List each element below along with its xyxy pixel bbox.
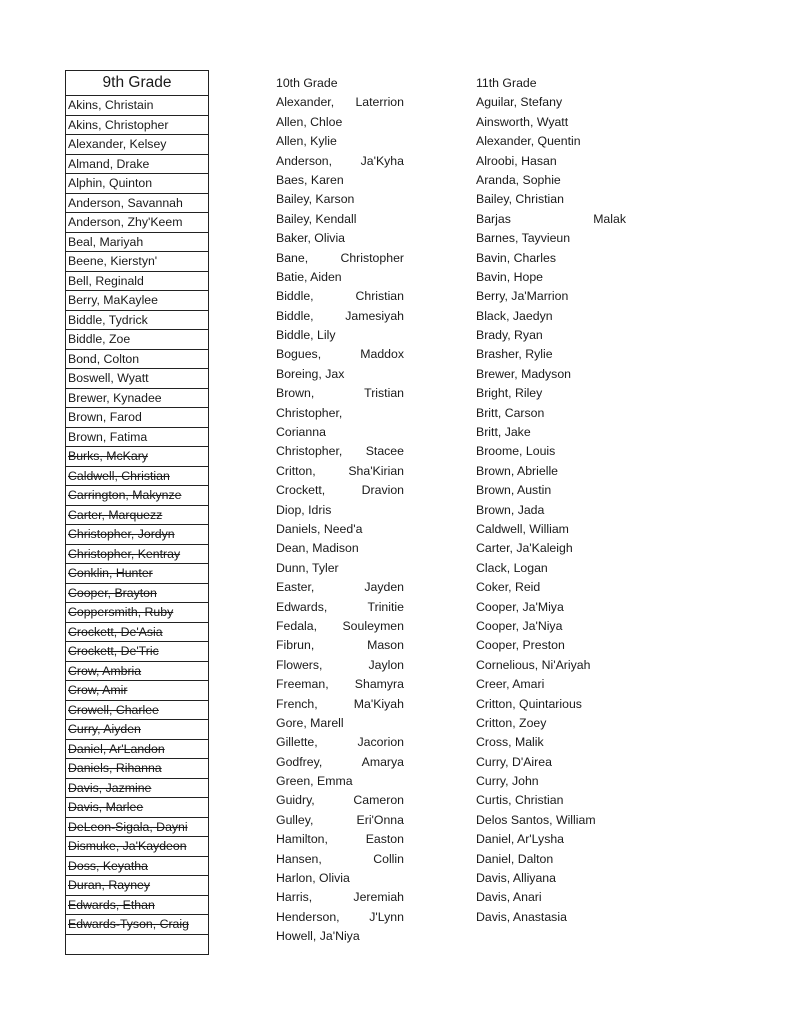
grade9-row: Crockett, De'Asia bbox=[66, 623, 208, 643]
grade9-row: Crow, Amir bbox=[66, 681, 208, 701]
grade11-last: Barjas bbox=[476, 211, 511, 226]
grade9-row: DeLeon-Sigala, Dayni bbox=[66, 818, 208, 838]
grade9-row: Crow, Ambria bbox=[66, 662, 208, 682]
grade10-first: Christopher bbox=[340, 250, 404, 265]
grade9-row: Anderson, Savannah bbox=[66, 194, 208, 214]
grade11-row bbox=[476, 210, 626, 229]
grade10-row bbox=[276, 132, 404, 151]
grade10-first: Shamyra bbox=[354, 677, 404, 692]
grade10-row bbox=[276, 113, 404, 132]
grade11-last: Cooper, Ja'Niya bbox=[476, 618, 563, 633]
grade11-row bbox=[476, 229, 626, 248]
grade11-last: Cornelious, Ni'Ariyah bbox=[476, 657, 591, 672]
grade10-last: Diop, Idris bbox=[276, 502, 332, 517]
grade11-last: Daniel, Ar'Lysha bbox=[476, 832, 565, 847]
grade11-row bbox=[476, 93, 626, 112]
grade11-last: Cooper, Preston bbox=[476, 638, 565, 653]
grade9-row: Edwards, Ethan bbox=[66, 896, 208, 916]
grade9-row: Anderson, Zhy'Keem bbox=[66, 213, 208, 233]
grade9-table bbox=[65, 70, 209, 955]
grade11-row bbox=[476, 850, 626, 869]
grade10-last: Corianna bbox=[276, 425, 326, 440]
grade10-last: Godfrey, bbox=[276, 754, 323, 769]
grade9-row: Crockett, De'Tric bbox=[66, 642, 208, 662]
grade10-first: Ja'Kyha bbox=[360, 153, 404, 168]
grade10-row bbox=[276, 404, 404, 423]
grade10-row bbox=[276, 888, 404, 907]
grade10-last: Green, Emma bbox=[276, 774, 353, 789]
grade10-last: Allen, Chloe bbox=[276, 114, 343, 129]
grade10-row bbox=[276, 695, 404, 714]
grade11-row bbox=[476, 152, 626, 171]
grade11-row bbox=[476, 695, 626, 714]
grade11-last: Brown, Abrielle bbox=[476, 463, 559, 478]
grade10-row bbox=[276, 850, 404, 869]
grade10-last: Anderson, bbox=[276, 153, 333, 168]
grade10-row bbox=[276, 791, 404, 810]
grade10-row bbox=[276, 423, 404, 442]
grade9-row: Davis, Jazmine bbox=[66, 779, 208, 799]
grade11-last: Britt, Carson bbox=[476, 405, 545, 420]
grade10-first: Stacee bbox=[365, 444, 404, 459]
grade10-last: Gillette, bbox=[276, 735, 318, 750]
grade11-row bbox=[476, 772, 626, 791]
grade10-last: Brown, bbox=[276, 386, 315, 401]
grade9-row: Brewer, Kynadee bbox=[66, 389, 208, 409]
grade10-row bbox=[276, 326, 404, 345]
grade11-row bbox=[476, 753, 626, 772]
grade10-first: Eri'Onna bbox=[356, 812, 404, 827]
grade11-last: Davis, Alliyana bbox=[476, 871, 556, 886]
grade11-row bbox=[476, 171, 626, 190]
grade10-row bbox=[276, 229, 404, 248]
grade11-row bbox=[476, 462, 626, 481]
grade9-row: Brown, Farod bbox=[66, 408, 208, 428]
grade11-last: Critton, Zoey bbox=[476, 715, 547, 730]
grade11-last: Brady, Ryan bbox=[476, 328, 543, 343]
grade10-first: Jaylon bbox=[368, 657, 404, 672]
grade9-row: Davis, Marlee bbox=[66, 798, 208, 818]
grade9-row: Daniel, Ar'Landon bbox=[66, 740, 208, 760]
grade11-last: Creer, Amari bbox=[476, 677, 545, 692]
grade10-first: Trinitie bbox=[367, 599, 404, 614]
grade11-last: Brasher, Rylie bbox=[476, 347, 553, 362]
grade10-last: Biddle, bbox=[276, 308, 314, 323]
grade11-row bbox=[476, 539, 626, 558]
grade10-row bbox=[276, 481, 404, 500]
grade11-last: Delos Santos, William bbox=[476, 812, 596, 827]
grade10-row bbox=[276, 559, 404, 578]
grade11-last: Barnes, Tayvieun bbox=[476, 231, 571, 246]
grade9-row: Edwards-Tyson, Craig bbox=[66, 915, 208, 935]
grade10-row bbox=[276, 714, 404, 733]
grade10-row bbox=[276, 675, 404, 694]
grade9-row: Bond, Colton bbox=[66, 350, 208, 370]
grade11-row bbox=[476, 501, 626, 520]
grade11-row bbox=[476, 307, 626, 326]
grade10-first: J'Lynn bbox=[369, 909, 404, 924]
grade10-row bbox=[276, 365, 404, 384]
grade9-row: Doss, Keyatha bbox=[66, 857, 208, 877]
grade10-last: Freeman, bbox=[276, 677, 329, 692]
grade10-row bbox=[276, 249, 404, 268]
grade10-last: Hamilton, bbox=[276, 832, 328, 847]
grade11-last: Bavin, Hope bbox=[476, 269, 543, 284]
grade11-row bbox=[476, 365, 626, 384]
grade11-row bbox=[476, 132, 626, 151]
grade11-last: Alroobi, Hasan bbox=[476, 153, 557, 168]
grade11-last: Curtis, Christian bbox=[476, 793, 564, 808]
grade10-row bbox=[276, 753, 404, 772]
grade11-last: Critton, Quintarious bbox=[476, 696, 582, 711]
grade10-last: Gulley, bbox=[276, 812, 314, 827]
grade11-last: Davis, Anastasia bbox=[476, 909, 567, 924]
grade9-row: Christopher, Jordyn bbox=[66, 525, 208, 545]
grade10-rows bbox=[276, 93, 404, 946]
grade10-row bbox=[276, 598, 404, 617]
grade11-last: Cooper, Ja'Miya bbox=[476, 599, 564, 614]
grade10-first: Jamesiyah bbox=[345, 308, 404, 323]
grade10-row bbox=[276, 520, 404, 539]
grade11-first: Malak bbox=[593, 211, 626, 226]
grade10-last: Dunn, Tyler bbox=[276, 560, 339, 575]
grade10-last: Allen, Kylie bbox=[276, 134, 337, 149]
grade11-row bbox=[476, 714, 626, 733]
grade10-row bbox=[276, 617, 404, 636]
grade11-last: Carter, Ja'Kaleigh bbox=[476, 541, 573, 556]
grade11-last: Caldwell, William bbox=[476, 521, 569, 536]
grade9-row: Biddle, Zoe bbox=[66, 330, 208, 350]
grade10-last: Guidry, bbox=[276, 793, 315, 808]
grade11-last: Brewer, Madyson bbox=[476, 366, 572, 381]
grade10-row bbox=[276, 442, 404, 461]
grade10-first: Ma'Kiyah bbox=[353, 696, 404, 711]
grade9-row: Akins, Christopher bbox=[66, 116, 208, 136]
grade10-first: Souleymen bbox=[342, 618, 404, 633]
grade9-row: Cooper, Brayton bbox=[66, 584, 208, 604]
grade10-last: Harris, bbox=[276, 890, 313, 905]
grade11-title: 11th Grade bbox=[476, 76, 537, 90]
grade9-empty-row bbox=[66, 935, 208, 955]
grade10-last: Bane, bbox=[276, 250, 309, 265]
grade11-last: Aguilar, Stefany bbox=[476, 95, 563, 110]
grade10-first: Jeremiah bbox=[353, 890, 404, 905]
grade11-row bbox=[476, 326, 626, 345]
grade10-last: Baker, Olivia bbox=[276, 231, 346, 246]
grade11-column bbox=[476, 74, 626, 927]
grade9-row: Alexander, Kelsey bbox=[66, 135, 208, 155]
grade10-last: Fibrun, bbox=[276, 638, 315, 653]
grade10-first: Easton bbox=[365, 832, 404, 847]
grade11-row bbox=[476, 423, 626, 442]
grade11-row bbox=[476, 656, 626, 675]
grade11-last: Curry, John bbox=[476, 774, 539, 789]
grade9-row: Conklin, Hunter bbox=[66, 564, 208, 584]
grade10-first: Jayden bbox=[364, 580, 404, 595]
grade11-row bbox=[476, 559, 626, 578]
grade11-row bbox=[476, 733, 626, 752]
grade11-row bbox=[476, 636, 626, 655]
grade10-last: Biddle, bbox=[276, 289, 314, 304]
grade11-row bbox=[476, 520, 626, 539]
grade9-row: Biddle, Tydrick bbox=[66, 311, 208, 331]
grade11-row bbox=[476, 113, 626, 132]
grade11-last: Daniel, Dalton bbox=[476, 851, 554, 866]
grade10-row bbox=[276, 539, 404, 558]
grade9-row: Berry, MaKaylee bbox=[66, 291, 208, 311]
grade10-first: Amarya bbox=[361, 754, 404, 769]
grade11-row bbox=[476, 345, 626, 364]
grade11-last: Berry, Ja'Marrion bbox=[476, 289, 569, 304]
grade11-last: Ainsworth, Wyatt bbox=[476, 114, 569, 129]
grade11-last: Brown, Jada bbox=[476, 502, 545, 517]
grade9-row: Burks, McKary bbox=[66, 447, 208, 467]
grade10-last: Harlon, Olivia bbox=[276, 871, 350, 886]
grade11-row bbox=[476, 791, 626, 810]
grade10-last: Crockett, bbox=[276, 483, 326, 498]
grade9-row: Coppersmith, Ruby bbox=[66, 603, 208, 623]
grade11-last: Brown, Austin bbox=[476, 483, 552, 498]
grade11-row bbox=[476, 598, 626, 617]
grade9-row: Bell, Reginald bbox=[66, 272, 208, 292]
grade11-row bbox=[476, 249, 626, 268]
grade10-last: Henderson, bbox=[276, 909, 340, 924]
grade11-row bbox=[476, 481, 626, 500]
grade10-first: Christian bbox=[355, 289, 404, 304]
grade10-first: Mason bbox=[367, 638, 404, 653]
grade10-first: Maddox bbox=[360, 347, 404, 362]
grade11-last: Cross, Malik bbox=[476, 735, 544, 750]
grade10-row bbox=[276, 307, 404, 326]
grade10-last: Hansen, bbox=[276, 851, 322, 866]
grade10-last: Batie, Aiden bbox=[276, 269, 342, 284]
grade11-row bbox=[476, 830, 626, 849]
grade10-row bbox=[276, 733, 404, 752]
grade10-title: 10th Grade bbox=[276, 76, 338, 90]
grade10-first: Jacorion bbox=[357, 735, 404, 750]
grade9-row: Brown, Fatima bbox=[66, 428, 208, 448]
grade11-row bbox=[476, 675, 626, 694]
grade10-last: Christopher, bbox=[276, 405, 343, 420]
grade11-rows bbox=[476, 93, 626, 927]
grade10-row bbox=[276, 171, 404, 190]
grade10-row bbox=[276, 268, 404, 287]
grade9-rows bbox=[66, 96, 208, 935]
grade11-row bbox=[476, 869, 626, 888]
grade10-row bbox=[276, 287, 404, 306]
grade10-last: French, bbox=[276, 696, 318, 711]
grade11-row bbox=[476, 888, 626, 907]
grade10-row bbox=[276, 384, 404, 403]
grade10-last: Christopher, bbox=[276, 444, 343, 459]
grade10-last: Dean, Madison bbox=[276, 541, 359, 556]
grade9-row: Akins, Christain bbox=[66, 96, 208, 116]
grade10-row bbox=[276, 152, 404, 171]
grade10-last: Fedala, bbox=[276, 618, 318, 633]
grade11-last: Britt, Jake bbox=[476, 425, 531, 440]
grade11-last: Bavin, Charles bbox=[476, 250, 556, 265]
grade9-row: Daniels, Rihanna bbox=[66, 759, 208, 779]
grade10-row bbox=[276, 190, 404, 209]
grade10-row bbox=[276, 830, 404, 849]
grade10-row bbox=[276, 210, 404, 229]
grade9-row: Curry, Aiyden bbox=[66, 720, 208, 740]
grade10-row bbox=[276, 811, 404, 830]
grade10-first: Collin bbox=[373, 851, 404, 866]
grade10-first: Tristian bbox=[364, 386, 404, 401]
grade10-first: Sha'Kirian bbox=[348, 463, 404, 478]
grade11-row bbox=[476, 908, 626, 927]
grade11-last: Black, Jaedyn bbox=[476, 308, 553, 323]
grade9-row: Alphin, Quinton bbox=[66, 174, 208, 194]
grade9-row: Boswell, Wyatt bbox=[66, 369, 208, 389]
grade11-row bbox=[476, 384, 626, 403]
grade10-last: Biddle, Lily bbox=[276, 328, 336, 343]
grade10-last: Easter, bbox=[276, 580, 315, 595]
grade9-row: Duran, Rayney bbox=[66, 876, 208, 896]
grade10-last: Bailey, Kendall bbox=[276, 211, 357, 226]
grade10-row bbox=[276, 908, 404, 927]
grade10-last: Boreing, Jax bbox=[276, 366, 345, 381]
grade11-last: Curry, D'Airea bbox=[476, 754, 552, 769]
grade11-row bbox=[476, 617, 626, 636]
grade9-row: Caldwell, Christian bbox=[66, 467, 208, 487]
grade11-row bbox=[476, 190, 626, 209]
grade10-first: Laterrion bbox=[355, 95, 404, 110]
grade9-title: 9th Grade bbox=[66, 70, 208, 96]
grade10-last: Flowers, bbox=[276, 657, 323, 672]
grade11-last: Aranda, Sophie bbox=[476, 172, 561, 187]
grade10-row bbox=[276, 636, 404, 655]
grade10-row bbox=[276, 93, 404, 112]
grade10-last: Baes, Karen bbox=[276, 172, 344, 187]
grade11-row bbox=[476, 404, 626, 423]
grade10-column bbox=[276, 74, 404, 947]
grade10-last: Gore, Marell bbox=[276, 715, 344, 730]
grade10-last: Bailey, Karson bbox=[276, 192, 355, 207]
grade9-row: Carter, Marquezz bbox=[66, 506, 208, 526]
grade11-row bbox=[476, 268, 626, 287]
grade9-row: Almand, Drake bbox=[66, 155, 208, 175]
grade10-last: Alexander, bbox=[276, 95, 335, 110]
grade9-row: Beal, Mariyah bbox=[66, 233, 208, 253]
grade11-last: Alexander, Quentin bbox=[476, 134, 581, 149]
grade10-row bbox=[276, 772, 404, 791]
grade10-row bbox=[276, 501, 404, 520]
grade10-row bbox=[276, 656, 404, 675]
grade10-last: Bogues, bbox=[276, 347, 322, 362]
grade11-row bbox=[476, 287, 626, 306]
grade11-row bbox=[476, 811, 626, 830]
grade11-last: Bailey, Christian bbox=[476, 192, 564, 207]
grade9-row: Christopher, Kentray bbox=[66, 545, 208, 565]
grade11-row bbox=[476, 442, 626, 461]
grade11-last: Broome, Louis bbox=[476, 444, 556, 459]
grade10-last: Edwards, bbox=[276, 599, 328, 614]
grade11-last: Davis, Anari bbox=[476, 890, 542, 905]
grade10-first: Dravion bbox=[361, 483, 404, 498]
grade10-row bbox=[276, 869, 404, 888]
grade9-row: Carrington, Makynze bbox=[66, 486, 208, 506]
grade11-last: Bright, Riley bbox=[476, 386, 543, 401]
grade11-row bbox=[476, 578, 626, 597]
grade10-first: Cameron bbox=[353, 793, 404, 808]
grade9-row: Dismuke, Ja'Kaydeon bbox=[66, 837, 208, 857]
grade10-row bbox=[276, 927, 404, 946]
grade10-last: Critton, bbox=[276, 463, 316, 478]
grade11-last: Coker, Reid bbox=[476, 580, 541, 595]
grade9-row: Crowell, Charlee bbox=[66, 701, 208, 721]
grade10-last: Howell, Ja'Niya bbox=[276, 929, 360, 944]
grade10-row bbox=[276, 345, 404, 364]
grade10-last: Daniels, Need'a bbox=[276, 521, 363, 536]
grade10-row bbox=[276, 578, 404, 597]
grade10-row bbox=[276, 462, 404, 481]
grade9-row: Beene, Kierstyn' bbox=[66, 252, 208, 272]
grade11-last: Clack, Logan bbox=[476, 560, 548, 575]
